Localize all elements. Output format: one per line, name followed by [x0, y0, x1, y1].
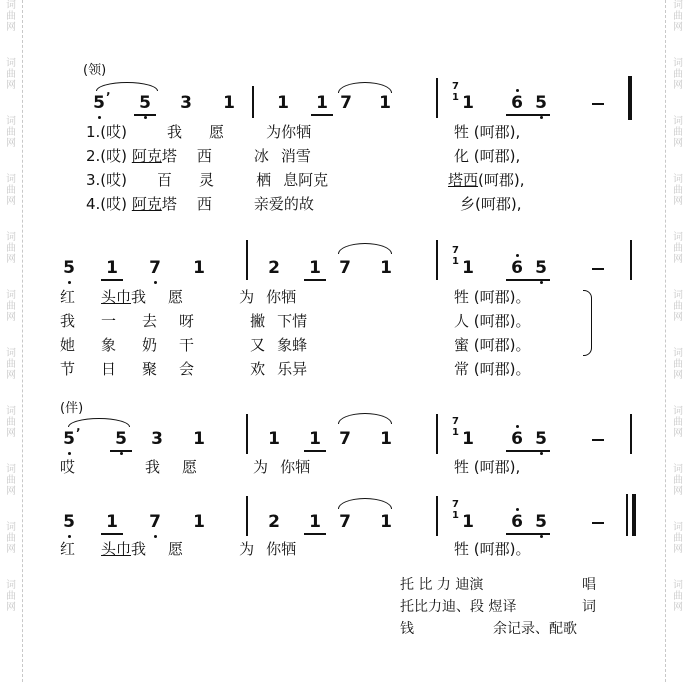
verse-ending: 常 (呵郡)。	[454, 360, 531, 378]
watermark-left: 词曲网 词曲网 词曲网 词曲网 词曲网 词曲网 词曲网 词曲网 词曲网 词曲网 词曲网	[6, 0, 16, 613]
grace-note: 1	[452, 92, 459, 103]
bar-line	[436, 240, 438, 280]
dash	[592, 103, 604, 105]
low-octave-dot	[154, 535, 157, 538]
note: 5	[63, 429, 75, 449]
tie	[338, 413, 392, 424]
note: 7	[339, 258, 351, 278]
underline	[304, 450, 326, 452]
note: 7	[149, 258, 161, 278]
verse-line: 我 一 去 呀 撇 下情	[60, 312, 308, 330]
underline	[311, 114, 333, 116]
bar-line	[630, 414, 632, 454]
note: 1	[462, 258, 474, 278]
note: 1	[277, 93, 289, 113]
low-octave-dot	[68, 281, 71, 284]
note: 5	[535, 93, 547, 113]
note: 1	[309, 512, 321, 532]
note: 2	[268, 512, 280, 532]
dash	[592, 268, 604, 270]
note: 5	[535, 429, 547, 449]
underline	[134, 114, 156, 116]
grace-note: 1	[452, 427, 459, 438]
grace-note: 7	[452, 416, 459, 427]
high-octave-dot	[516, 254, 519, 257]
verse-ending: 乡(呵郡),	[460, 195, 522, 213]
lead-label: (领)	[83, 63, 107, 78]
note: 7	[149, 512, 161, 532]
tie	[338, 498, 392, 509]
bar-line	[630, 240, 632, 280]
breath-mark: ʼ	[76, 426, 81, 440]
tie	[338, 82, 392, 93]
credit-performer: 托 比 力 迪演	[400, 577, 484, 593]
note: 1	[380, 429, 392, 449]
final-bar-thick	[632, 494, 636, 536]
note: 6	[511, 258, 523, 278]
verse-line: 她 象 奶 干 又 象蜂	[60, 336, 308, 354]
note: 6	[511, 512, 523, 532]
low-octave-dot	[540, 452, 543, 455]
verse-line: 2.(哎) 阿克塔 西 冰 消雪	[86, 147, 311, 165]
underline	[506, 450, 550, 452]
note: 1	[462, 512, 474, 532]
note: 5	[63, 258, 75, 278]
low-octave-dot	[540, 116, 543, 119]
chorus-label: (伴)	[60, 401, 84, 416]
low-octave-dot	[68, 535, 71, 538]
low-octave-dot	[68, 452, 71, 455]
note: 1	[462, 93, 474, 113]
verse-ending: 人 (呵郡)。	[454, 312, 531, 330]
note: 5	[93, 93, 105, 113]
verse-ending: 化 (呵郡),	[454, 147, 521, 165]
high-octave-dot	[516, 508, 519, 511]
high-octave-dot	[516, 89, 519, 92]
bar-line	[246, 496, 248, 536]
verse-ending: 牲 (呵郡)。	[454, 288, 531, 306]
credit-recorder-role: 余记录、配歌	[493, 621, 577, 637]
grace-note: 7	[452, 245, 459, 256]
bar-line-end	[628, 76, 632, 120]
low-octave-dot	[144, 116, 147, 119]
verse-line: 节 日 聚 会 欢 乐异	[60, 360, 308, 378]
note: 1	[193, 512, 205, 532]
verse-ending: 蜜 (呵郡)。	[454, 336, 531, 354]
underline	[506, 279, 550, 281]
grace-note: 7	[452, 499, 459, 510]
note: 1	[380, 258, 392, 278]
final-bar-thin	[626, 494, 628, 536]
note: 3	[151, 429, 163, 449]
repeat-brace	[583, 290, 592, 356]
verse-line: 4.(哎) 阿克塔 西 亲爱的故	[86, 195, 314, 213]
note: 7	[339, 512, 351, 532]
underline	[101, 279, 123, 281]
verse-ending: 塔西(呵郡),	[448, 171, 525, 189]
note: 5	[535, 512, 547, 532]
verse-line: 1.(哎) 我 愿 为你牺	[86, 123, 312, 141]
bar-line	[252, 86, 254, 118]
note: 5	[139, 93, 151, 113]
note: 1	[309, 429, 321, 449]
note: 5	[115, 429, 127, 449]
underline	[110, 450, 132, 452]
note: 7	[340, 93, 352, 113]
note: 7	[339, 429, 351, 449]
chorus-line: 红 头巾我 愿 为 你牺	[60, 540, 297, 558]
note: 3	[180, 93, 192, 113]
verse-ending: 牲 (呵郡),	[454, 123, 521, 141]
grace-note: 7	[452, 81, 459, 92]
note: 1	[193, 429, 205, 449]
note: 1	[223, 93, 235, 113]
note: 1	[462, 429, 474, 449]
underline	[506, 114, 550, 116]
credit-recorder: 钱	[400, 621, 414, 637]
note: 1	[268, 429, 280, 449]
low-octave-dot	[154, 281, 157, 284]
note: 5	[63, 512, 75, 532]
dash	[592, 522, 604, 524]
note: 6	[511, 429, 523, 449]
note: 1	[193, 258, 205, 278]
note: 1	[316, 93, 328, 113]
high-octave-dot	[516, 425, 519, 428]
low-octave-dot	[98, 116, 101, 119]
credit-performer-role: 唱	[582, 577, 596, 593]
chorus-ending: 牲 (呵郡)。	[454, 540, 531, 558]
note: 1	[106, 258, 118, 278]
bar-line	[246, 414, 248, 454]
low-octave-dot	[540, 281, 543, 284]
tie	[338, 243, 392, 254]
grace-note: 1	[452, 510, 459, 521]
chorus-ending: 牲 (呵郡),	[454, 458, 521, 476]
note: 6	[511, 93, 523, 113]
note: 1	[379, 93, 391, 113]
bar-line	[436, 78, 438, 118]
credit-lyricist-role: 词	[582, 599, 596, 615]
low-octave-dot	[540, 535, 543, 538]
bar-line	[436, 414, 438, 454]
note: 1	[309, 258, 321, 278]
note: 1	[380, 512, 392, 532]
verse-line: 3.(哎) 百 灵 栖 息阿克	[86, 171, 329, 189]
low-octave-dot	[120, 452, 123, 455]
note: 5	[535, 258, 547, 278]
left-margin-line	[22, 0, 24, 682]
breath-mark: ʼ	[106, 90, 111, 104]
verse-line: 红 头巾我 愿 为 你牺	[60, 288, 297, 306]
underline	[304, 533, 326, 535]
watermark-right: 词曲网 词曲网 词曲网 词曲网 词曲网 词曲网 词曲网 词曲网 词曲网 词曲网 词曲网	[673, 0, 683, 613]
underline	[506, 533, 550, 535]
underline	[101, 533, 123, 535]
credit-lyricist: 托比力迪、段 煜译	[400, 599, 517, 615]
bar-line	[246, 240, 248, 280]
note: 2	[268, 258, 280, 278]
right-margin-line	[665, 0, 667, 682]
bar-line	[436, 496, 438, 536]
chorus-line: 哎 我 愿 为 你牺	[60, 458, 311, 476]
grace-note: 1	[452, 256, 459, 267]
underline	[304, 279, 326, 281]
note: 1	[106, 512, 118, 532]
dash	[592, 439, 604, 441]
